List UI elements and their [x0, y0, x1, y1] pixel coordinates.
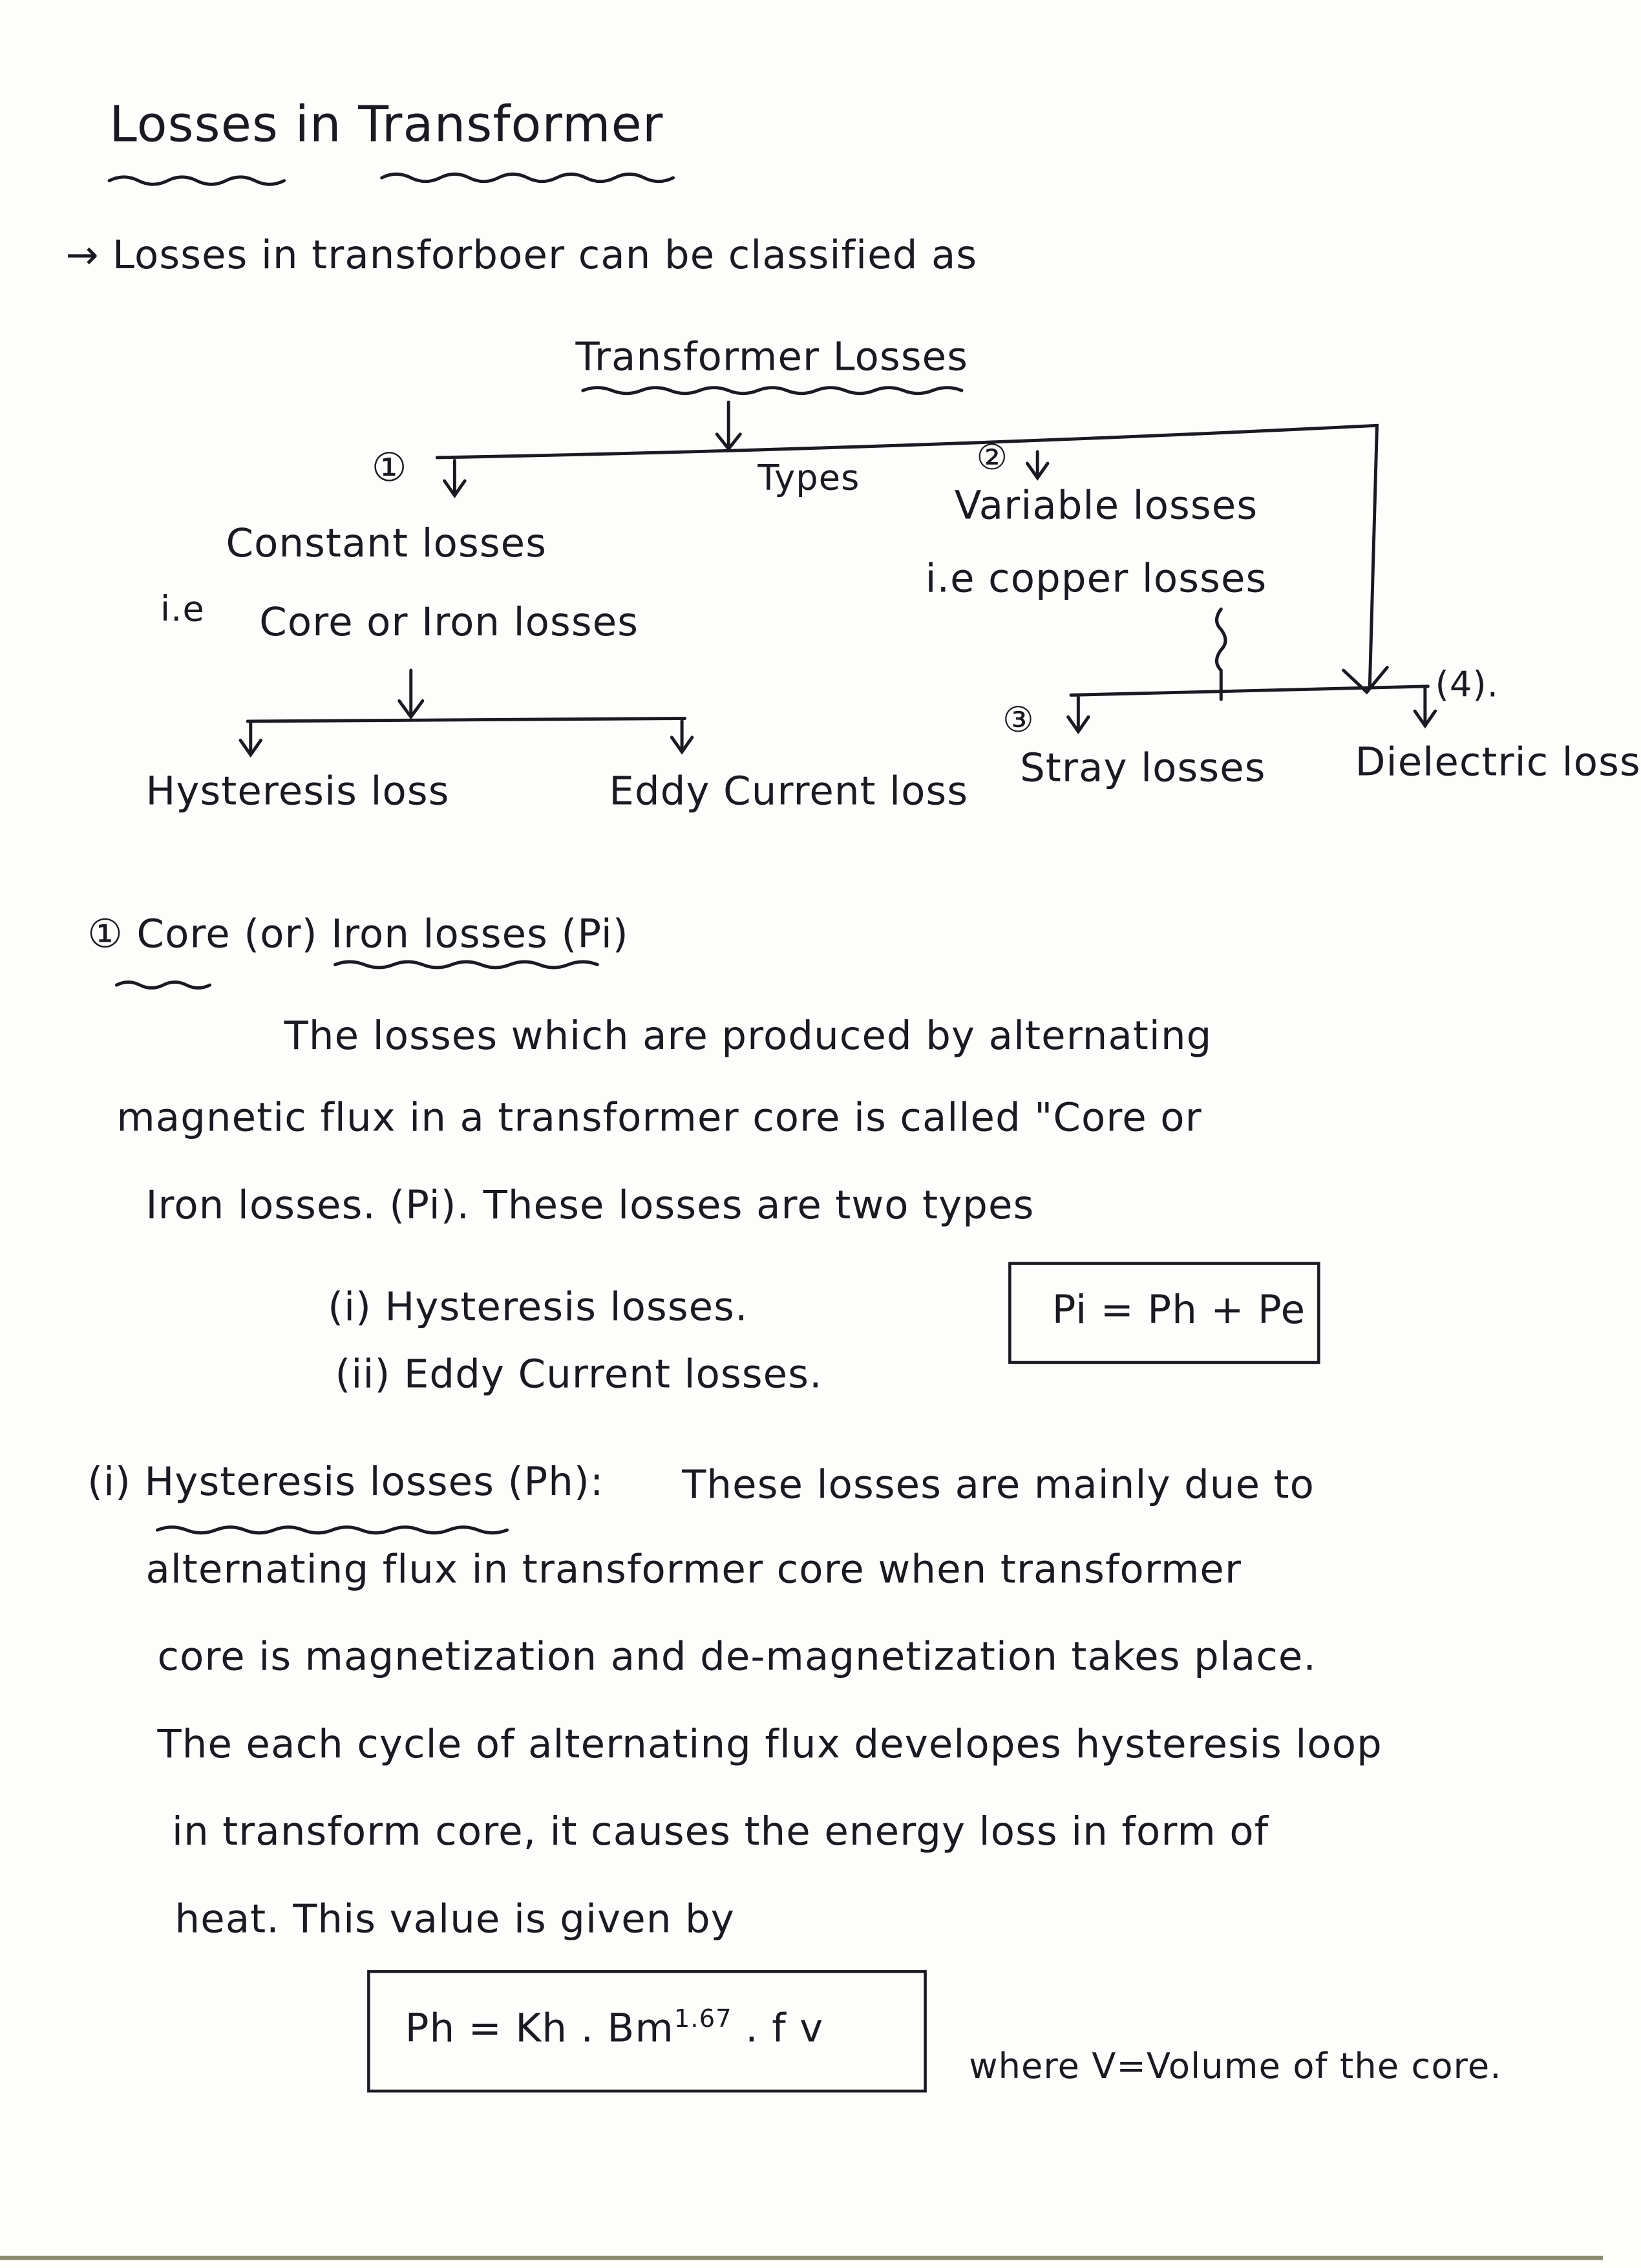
formula-box-pi	[1008, 1262, 1320, 1364]
formula-box-ph	[367, 1970, 927, 2092]
ie-label: i.e	[160, 588, 205, 630]
section2-heading: (i) Hysteresis losses (Ph):	[87, 1460, 604, 1505]
section1-line: The losses which are produced by alternating	[284, 1014, 1212, 1060]
copper-losses: i.e copper losses	[925, 556, 1267, 602]
type-hysteresis: (i) Hysteresis losses.	[328, 1285, 748, 1331]
formula-ph-tail: . f v	[745, 2006, 824, 2052]
stray-number: ③	[1002, 699, 1035, 741]
section2-line: core is magnetization and de-magnetization takes place.	[157, 1635, 1317, 1680]
formula-ph	[405, 2005, 824, 2051]
stray-losses: Stray losses	[1020, 746, 1266, 792]
constant-arrow	[445, 460, 465, 495]
section1-line: Iron losses. (Pi). These losses are two types	[145, 1183, 1035, 1229]
formula-pi: Pi = Ph + Pe	[1052, 1288, 1306, 1333]
section2-line: alternating flux in transformer core when transformer	[145, 1547, 1242, 1593]
types-label: Types	[757, 457, 860, 499]
section2-underline	[157, 1527, 507, 1533]
root-underline	[583, 388, 962, 394]
tree-root: Transformer Losses	[575, 335, 969, 381]
volume-note: where V=Volume of the core.	[969, 2046, 1502, 2087]
variable-losses: Variable losses	[954, 483, 1258, 529]
dielectric-number: (4).	[1435, 664, 1499, 706]
core-iron-losses: Core or Iron losses	[259, 600, 639, 646]
section2-line: in transform core, it causes the energy loss in form of	[172, 1810, 1269, 1855]
type-eddy: (ii) Eddy Current losses.	[335, 1352, 823, 1398]
page-title: Losses in Transformer	[109, 96, 664, 154]
core-arrow	[399, 670, 423, 717]
core-branch	[240, 718, 692, 754]
stray-branch	[1068, 668, 1435, 732]
hysteresis-loss: Hysteresis loss	[145, 769, 450, 815]
eddy-current-loss: Eddy Current loss	[609, 769, 969, 815]
variable-number: ②	[976, 437, 1009, 478]
section1-underline	[116, 962, 597, 988]
constant-number: ①	[371, 445, 408, 491]
formula-ph-exponent: 1.67	[673, 2005, 732, 2035]
copper-squiggle-arrow	[1217, 609, 1226, 699]
formula-ph-main: Ph = Kh . Bm	[405, 2006, 674, 2052]
section2-line: heat. This value is given by	[175, 1897, 735, 1943]
dielectric-loss: Dielectric loss	[1355, 740, 1641, 786]
section2-line: The each cycle of alternating flux developes hysteresis loop	[157, 1722, 1382, 1768]
intro-line: → Losses in transforboer can be classified as	[65, 233, 978, 279]
section1-heading: ① Core (or) Iron losses (Pi)	[87, 912, 629, 958]
page-bottom-edge	[0, 2256, 1603, 2260]
constant-losses: Constant losses	[226, 522, 547, 567]
variable-arrow	[1027, 452, 1048, 478]
title-underline	[109, 174, 673, 184]
section1-line: magnetic flux in a transformer core is called "Core or	[116, 1096, 1202, 1141]
root-arrow	[717, 402, 740, 449]
section2-line: These losses are mainly due to	[682, 1463, 1315, 1509]
